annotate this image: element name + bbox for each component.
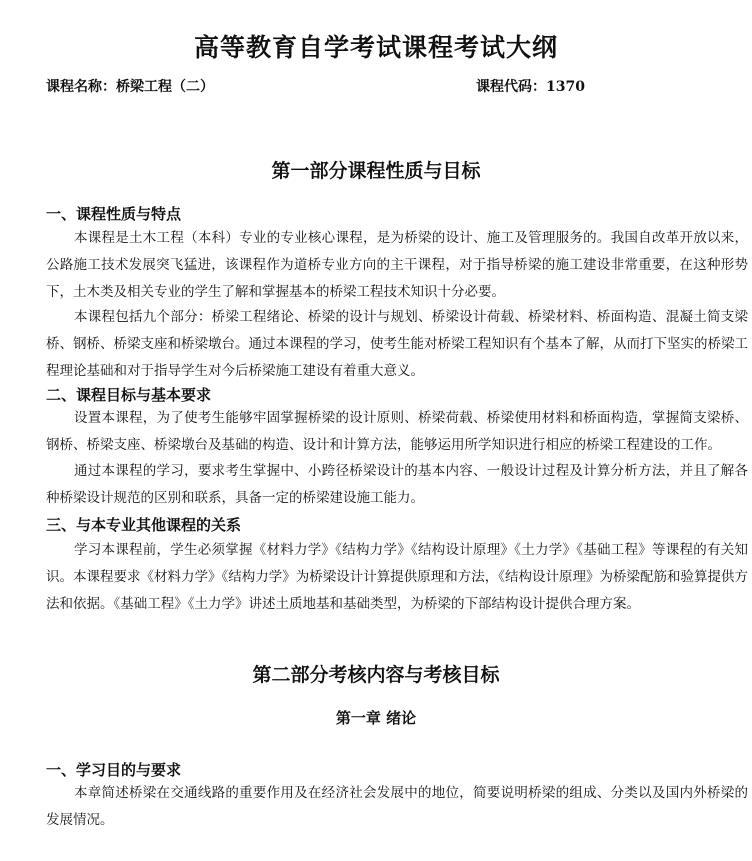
paragraph-course-nature-2: 本课程包括九个部分：桥梁工程绪论、桥梁的设计与规划、桥梁设计荷载、桥梁材料、桥面构造、混凝土简支梁桥、钢桥、桥梁支座和桥梁墩台。通过本课程的学习，使考生能对桥梁工程知识有个基本了解，从而打下坚实的桥梁工程理论基础和对于指导学生对今后桥梁施工建设有着重大意义。	[46, 309, 748, 379]
course-name: 课程名称：桥梁工程（二）	[46, 79, 214, 95]
paragraph-course-nature-1: 本课程是土木工程（本科）专业的专业核心课程，是为桥梁的设计、施工及管理服务的。我国自改革开放以来，公路施工技术发展突飞猛进，该课程作为道桥专业方向的主干课程，对于指导桥梁的施工建设非常重要，在这种形势下，土木类及相关专业的学生了解和掌握基本的桥梁工程技术知识十分必要。	[46, 230, 748, 300]
document-title: 高等教育自学考试课程考试大纲	[193, 33, 558, 62]
paragraph-related-courses: 学习本课程前，学生必须掌握《材料力学》《结构力学》《结构设计原理》《土力学》《基础工程》等课程的有关知识。本课程要求《材料力学》《结构力学》为桥梁设计计算提供原理和方法，《结构设计原理》为桥梁配筋和验算提供方法和依据。《基础工程》《土力学》讲述土质地基和基础类型，为桥梁的下部结构设计提供合理方案。	[46, 542, 748, 612]
section-heading-course-goals: 二、课程目标与基本要求	[46, 386, 212, 404]
course-code: 课程代码：1370	[476, 79, 585, 95]
section-heading-learning-goals: 一、学习目的与要求	[46, 761, 182, 779]
paragraph-course-goals-1: 设置本课程，为了使考生能够牢固掌握桥梁的设计原则、桥梁荷载、桥梁使用材料和桥面构造，掌握简支梁桥、钢桥、桥梁支座、桥梁墩台及基础的构造、设计和计算方法，能够运用所学知识进行相应的桥梁工程建设的工作。	[46, 410, 748, 453]
section-heading-related-courses: 三、与本专业其他课程的关系	[46, 516, 242, 534]
section-heading-course-nature: 一、课程性质与特点	[46, 205, 182, 223]
paragraph-learning-goals: 本章简述桥梁在交通线路的重要作用及在经济社会发展中的地位，简要说明桥梁的组成、分类以及国内外桥梁的发展情况。	[46, 785, 748, 828]
chapter1-heading: 第一章 绪论	[335, 709, 417, 727]
paragraph-course-goals-2: 通过本课程的学习，要求考生掌握中、小跨径桥梁设计的基本内容、一般设计过程及计算分析方法，并且了解各种桥梁设计规范的区别和联系，具备一定的桥梁建设施工能力。	[46, 463, 748, 506]
part2-heading: 第二部分考核内容与考核目标	[252, 664, 500, 686]
part1-heading: 第一部分课程性质与目标	[271, 160, 481, 182]
